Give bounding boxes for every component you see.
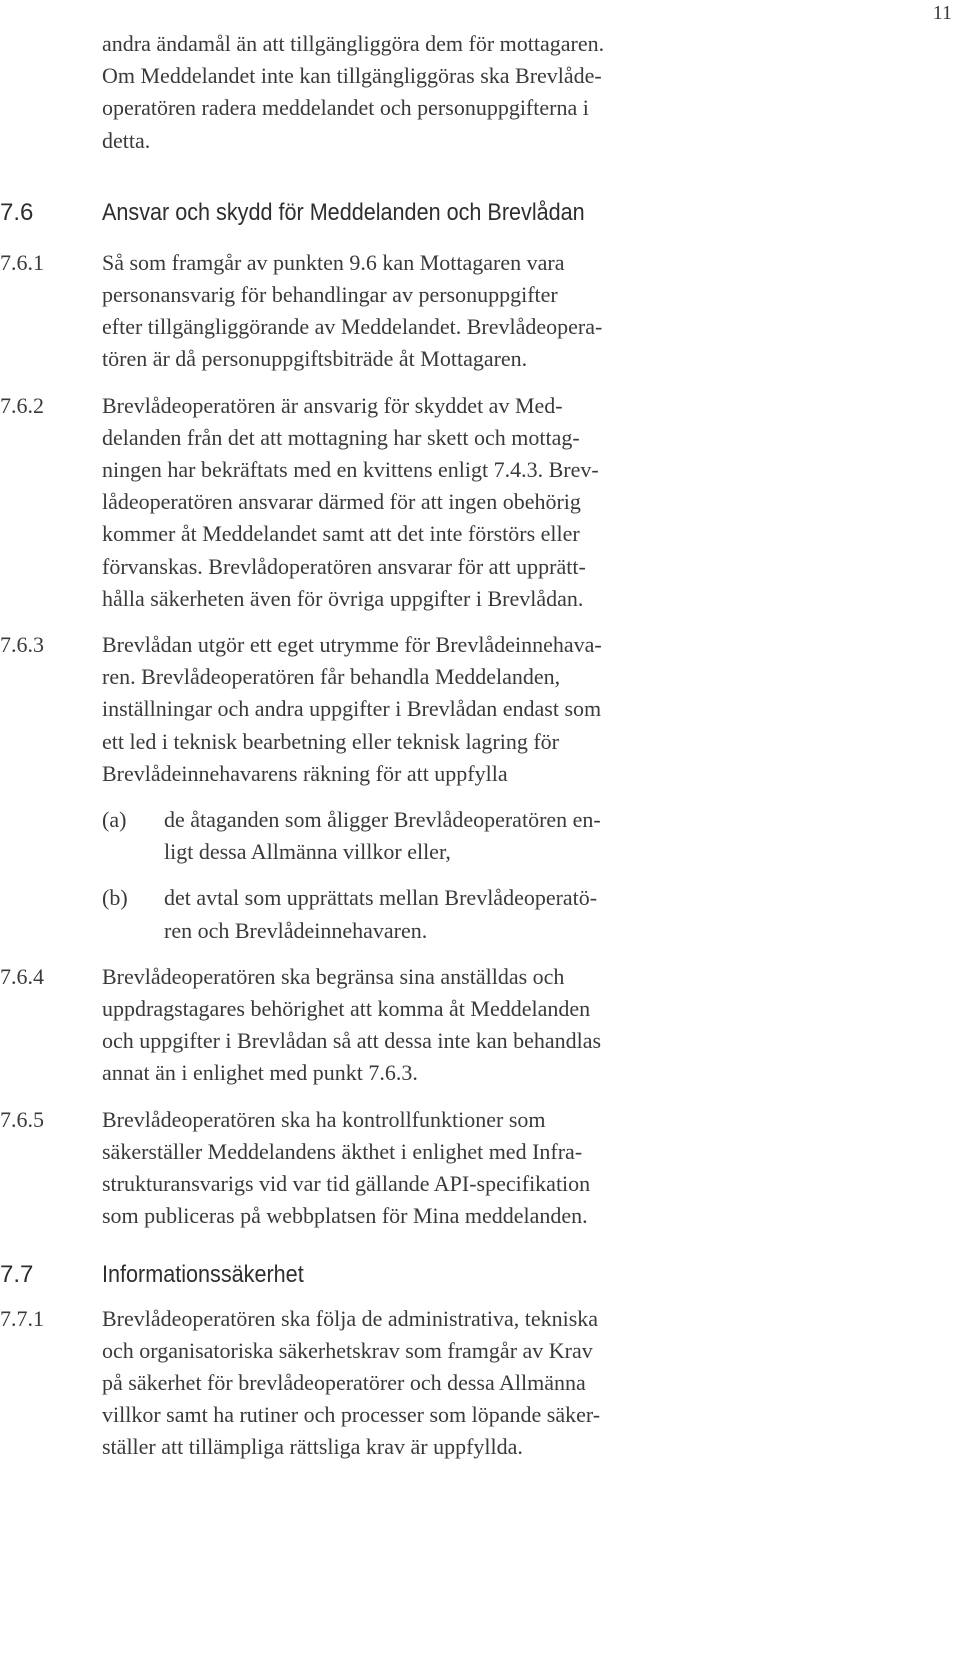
- list-item-text: de åtaganden som åligger Brevlådeoperatören en- ligt dessa Allmänna villkor eller,: [164, 807, 601, 865]
- page-number: 11: [932, 2, 952, 24]
- section-title: Informationssäkerhet: [102, 1260, 304, 1288]
- clause-7-6-2: [0, 390, 960, 615]
- clause-7-6-3: [0, 629, 960, 947]
- list-item-label: (b): [102, 885, 128, 911]
- clause-7-7-1: [0, 1303, 960, 1464]
- document-body: [0, 28, 960, 1464]
- clause-number: 7.6.4: [0, 963, 44, 989]
- section-heading-7-7: [0, 1255, 960, 1295]
- clause-number: 7.6.5: [0, 1106, 44, 1132]
- section-number: 7.7: [0, 1260, 34, 1288]
- clause-text: Brevlådan utgör ett eget utrymme för Brevlådeinnehava- ren. Brevlådeoperatören får behandla Meddelanden, inställningar och andra uppgifter i Brevlådan endast som ett led i teknisk bearbetning eller teknisk lagring för Brevlådeinnehavarens räkning för att uppfylla: [102, 632, 602, 786]
- intro-text: andra ändamål än att tillgängliggöra dem för mottagaren. Om Meddelandet inte kan tillgängliggöras ska Brevlåde- operatören radera meddelandet och personuppgifterna i detta.: [102, 31, 605, 153]
- clause-7-6-4: [0, 961, 960, 1090]
- list-item-text: det avtal som upprättats mellan Brevlådeoperatö- ren och Brevlådeinnehavaren.: [164, 885, 598, 943]
- clause-text: Brevlådeoperatören är ansvarig för skyddet av Med- delanden från det att mottagning har skett och mottag- ningen har bekräftats med en kvittens enligt 7.4.3. Brev- lådeoperatören ansvarar därmed för att ingen obehörig kommer åt Meddelandet samt att det inte förstörs eller förvanskas. Brevlådoperatören ansvarar för att upprätt- hålla säkerheten även för övriga uppgifter i Brevlådan.: [102, 392, 599, 611]
- clause-text: Brevlådeoperatören ska begränsa sina anställdas och uppdragstagares behörighet att komma åt Meddelanden och uppgifter i Brevlådan så att dessa inte kan behandlas annat än i enlighet med punkt 7.6.3.: [102, 963, 602, 1086]
- section-heading-7-6: [0, 193, 960, 233]
- clause-text: Brevlådeoperatören ska följa de administrativa, tekniska och organisatoriska säkerhetskrav som framgår av Krav på säkerhet för brevlådeoperatörer och dessa Allmänna villkor samt ha rutiner och processer som löpande säker- ställer att tillämpliga rättsliga krav är uppfyllda.: [102, 1305, 601, 1460]
- list-item-label: (a): [102, 807, 127, 833]
- clause-7-6-5: [0, 1104, 960, 1233]
- clause-number: 7.7.1: [0, 1305, 44, 1331]
- clause-number: 7.6.1: [0, 249, 44, 275]
- list-item-b: [102, 882, 960, 946]
- section-number: 7.6: [0, 198, 34, 226]
- section-title: Ansvar och skydd för Meddelanden och Brevlådan: [102, 198, 585, 226]
- list-item-a: [102, 804, 960, 868]
- clause-text: Så som framgår av punkten 9.6 kan Mottagaren vara personansvarig för behandlingar av personuppgifter efter tillgängliggörande av Meddelandet. Brevlådeopera- tören är då personuppgiftsbiträde åt Mottagaren.: [102, 249, 603, 372]
- clause-7-6-1: [0, 247, 960, 376]
- clause-text: Brevlådeoperatören ska ha kontrollfunktioner som säkerställer Meddelandens äkthet i enlighet med Infra- strukturansvarigs vid var tid gällande API-specifikation som publiceras på webbplatsen för Mina meddelanden.: [102, 1106, 591, 1229]
- intro-paragraph: [0, 28, 960, 157]
- clause-number: 7.6.2: [0, 392, 44, 418]
- clause-number: 7.6.3: [0, 632, 44, 658]
